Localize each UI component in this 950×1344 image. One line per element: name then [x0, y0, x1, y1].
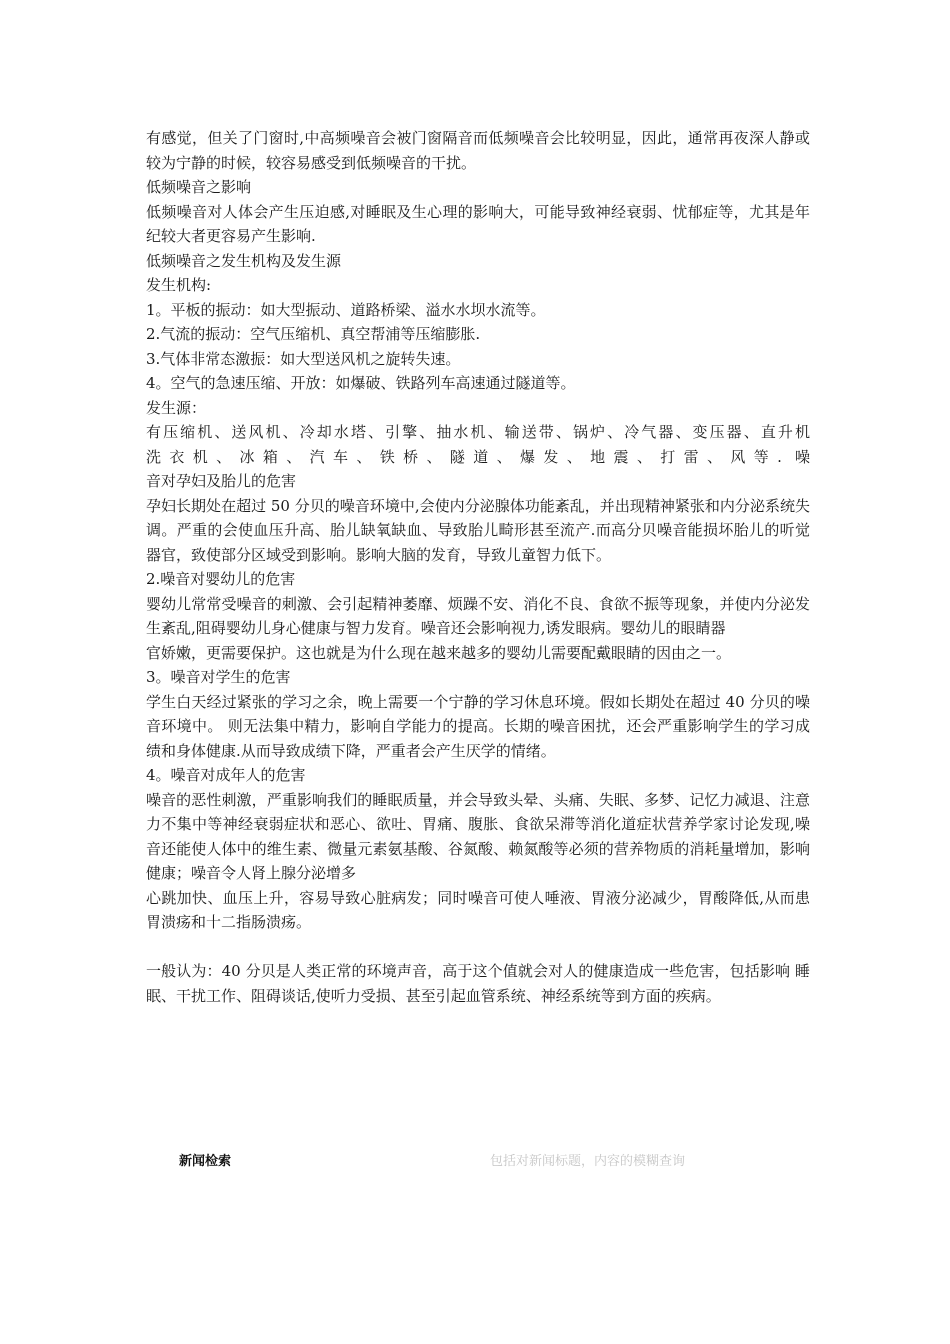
- document-body: [146, 126, 810, 1008]
- source-list-line-2: 洗衣机、冰箱、汽车、铁桥、隧道、爆发、地震、打雷、风等. 噪: [146, 447, 810, 466]
- heading-mechanism-sub: 发生机构:: [146, 276, 212, 294]
- paragraph-spacer: [146, 935, 810, 960]
- heading-source: 发生源：: [146, 398, 207, 417]
- paragraph-infant: 婴幼儿常常受噪音的刺激、会引起精神萎靡、烦躁不安、消化不良、食欲不振等现象，并使内分泌发生紊乱,阻碍婴幼儿身心健康与智力发育。噪音还会影响视力,诱发眼病。婴幼儿的眼睛器: [146, 594, 810, 637]
- heading-student: 3。噪音对学生的危害: [146, 668, 291, 686]
- heading-effect: 低频噪音之影响: [146, 178, 252, 196]
- mechanism-item-1: 1。平板的振动：如大型振动、道路桥梁、溢水水坝水流等。: [146, 300, 546, 319]
- news-search-hint: 包括对新闻标题，内容的模糊查询: [490, 1154, 686, 1169]
- news-search-label[interactable]: 新闻检索: [179, 1154, 232, 1169]
- source-list-line-1: 有压缩机、送风机、冷却水塔、引擎、抽水机、输送带、锅炉、冷气器、变压器、直升机: [146, 423, 810, 441]
- paragraph-adult-cont: 心跳加快、血压上升，容易导致心脏病发；同时噪音可使人唾液、胃液分泌减少，胃酸降低,从而患胃溃疡和十二指肠溃疡。: [146, 888, 810, 931]
- heading-infant: 2.噪音对婴幼儿的危害: [146, 570, 296, 588]
- paragraph-pregnant: 孕妇长期处在超过 50 分贝的噪音环境中,会使内分泌腺体功能紊乱，并出现精神紧张和内分泌系统失调。严重的会使血压升高、胎儿缺氧缺血、导致胎儿畸形甚至流产.而高分贝噪音能损坏胎儿的听觉器官，致使部分区域受到影响。影响大脑的发育，导致儿童智力低下。: [146, 496, 810, 564]
- mechanism-item-3: 3.气体非常态激振：如大型送风机之旋转失速。: [146, 349, 461, 368]
- paragraph-general: 一般认为：40 分贝是人类正常的环境声音，高于这个值就会对人的健康造成一些危害，包括影响 睡眠、干扰工作、阻碍谈话,使听力受损、甚至引起血管系统、神经系统等到方面的疾病。: [146, 962, 810, 1005]
- heading-mechanism: 低频噪音之发生机构及发生源: [146, 251, 342, 270]
- heading-pregnant: 音对孕妇及胎儿的危害: [146, 472, 297, 490]
- mechanism-item-2: 2.气流的振动：空气压缩机、真空帮浦等压缩膨胀.: [146, 325, 481, 343]
- paragraph-student: 学生白天经过紧张的学习之余，晚上需要一个宁静的学习休息环境。假如长期处在超过 40 分贝的噪音环境中。 则无法集中精力，影响自学能力的提高。长期的噪音困扰，还会严重影响学生的学习成绩和身体健康.从而导致成绩下降，严重者会产生厌学的情绪。: [146, 692, 810, 760]
- paragraph-adult: 噪音的恶性刺激，严重影响我们的睡眠质量，并会导致头晕、头痛、失眠、多梦、记忆力减退、注意力不集中等神经衰弱症状和恶心、欲吐、胃痛、腹胀、食欲呆滞等消化道症状营养学家讨论发现,噪音还能使人体中的维生素、微量元素氨基酸、谷氮酸、赖氮酸等必须的营养物质的消耗量增加，影响健康；噪音令人肾上腺分泌增多: [146, 790, 810, 882]
- paragraph-infant-cont: 官娇嫩，更需要保护。这也就是为什么现在越来越多的婴幼儿需要配戴眼睛的因由之一。: [146, 643, 732, 662]
- paragraph-effect: 低频噪音对人体会产生压迫感,对睡眠及生心理的影响大，可能导致神经衰弱、忧郁症等，尤其是年纪较大者更容易产生影响.: [146, 202, 810, 245]
- heading-adult: 4。噪音对成年人的危害: [146, 766, 306, 784]
- mechanism-item-4: 4。空气的急速压缩、开放：如爆破、铁路列车高速通过隧道等。: [146, 374, 576, 392]
- paragraph-intro: 有感觉，但关了门窗时,中高频噪音会被门窗隔音而低频噪音会比较明显，因此，通常再夜深人静或较为宁静的时候，较容易感受到低频噪音的干扰。: [146, 129, 810, 172]
